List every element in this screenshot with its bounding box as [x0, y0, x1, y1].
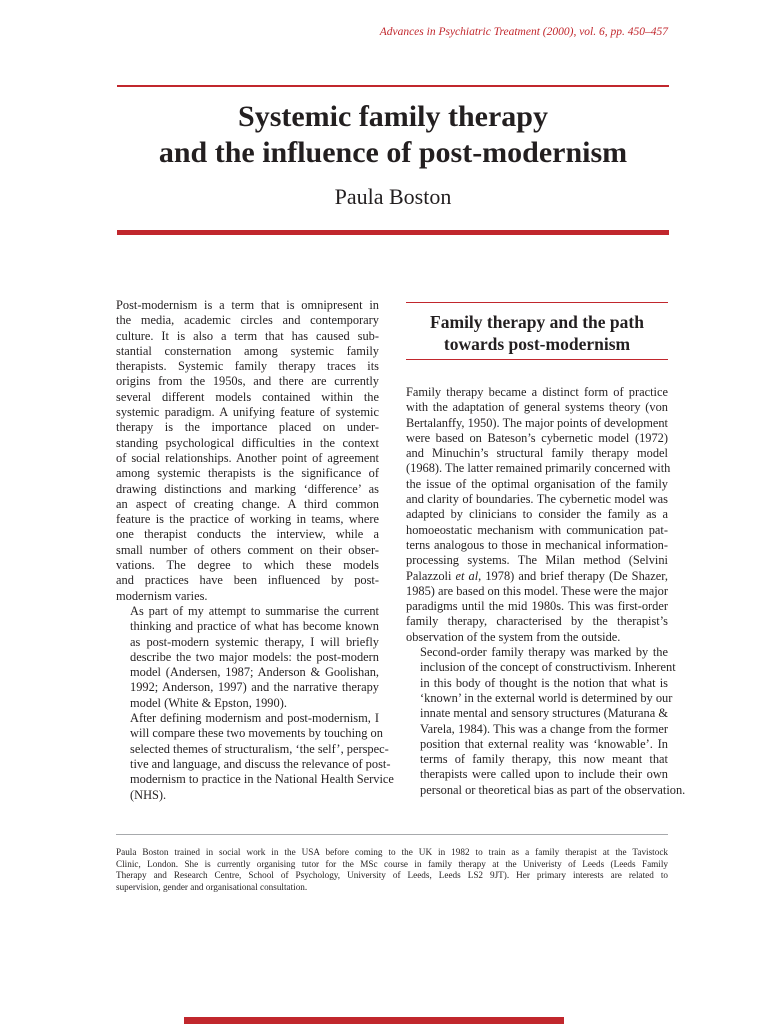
section-heading	[406, 311, 668, 355]
journal-citation: Advances in Psychiatric Treatment (2000), vol. 6, pp. 450–457	[379, 26, 668, 38]
text-line: modernism varies.	[116, 588, 208, 603]
text-line: origins from the 1950s, and there are currently	[116, 374, 379, 389]
text-line: the media, academic circles and contemporary	[116, 313, 379, 328]
text-line: innate mental and sensory structures (Maturana &	[420, 706, 668, 721]
text-line: As part of my attempt to summarise the current	[130, 603, 379, 618]
text-line: position that external reality was ‘knowable’. In	[420, 736, 668, 751]
article-title-line-1: Systemic family therapy	[238, 100, 548, 133]
text-line: culture. It is also a term that has caused sub-	[116, 328, 379, 343]
text-line: with the adaptation of general systems theory (von	[406, 400, 668, 415]
text-line: supervision, gender and organisational consultation.	[116, 881, 308, 892]
text-line: of social relationships. Another point of agreement	[116, 450, 379, 465]
text-line: Second-order family therapy was marked by the	[420, 645, 668, 660]
text-line: selected themes of structuralism, ‘the self’, perspec-	[130, 741, 389, 756]
text-line: processing systems. The Milan method (Selvini	[406, 553, 668, 568]
text-line: one therapist conducts the interview, while a	[116, 527, 379, 542]
text-line: Paula Boston trained in social work in the USA before coming to the UK in 1982 to train as a family therapist at the Tavistock	[116, 847, 668, 857]
text-line: therapists. Systemic family therapy traces its	[116, 359, 379, 374]
text-line: inclusion of the concept of constructivism. Inherent	[420, 660, 676, 675]
text-line: Family therapy became a distinct form of practice	[406, 385, 668, 399]
text-line: personal or theoretical bias as part of the observation.	[420, 782, 686, 797]
text-line: an aspect of creating change. A third common	[116, 496, 379, 511]
article-author: Paula Boston	[334, 184, 452, 209]
title-top-rule	[117, 85, 669, 87]
right-paragraph-1	[406, 385, 671, 645]
text-line: will compare these two movements by touching on	[130, 726, 383, 741]
text-line: family therapy, characterised by the therapist’s	[406, 614, 668, 629]
text-line: small number of others comment on their obser-	[116, 542, 379, 557]
text-line: in this body of thought is the notion that what is	[420, 675, 668, 690]
text-line: Varela, 1984). This was a change from the former	[420, 721, 668, 736]
text-line: terns analogous to those in mechanical information-	[406, 537, 668, 552]
bottom-rule	[184, 1017, 564, 1024]
text-line: observation of the system from the outside.	[406, 629, 621, 644]
right-column	[406, 385, 686, 798]
text-line: the issue of the optimal organisation of the family	[406, 476, 668, 491]
text-line: stantial consternation among systemic family	[116, 343, 379, 358]
text-line: Post-modernism is a term that is omnipresent in	[116, 298, 379, 312]
text-line: (NHS).	[130, 787, 167, 802]
author-footnote	[116, 847, 668, 893]
section-heading-bottom-rule	[406, 359, 668, 360]
text-line: modernism to practice in the National Health Service	[130, 772, 394, 787]
text-line: ‘known’ in the external world is determined by our	[420, 690, 673, 705]
text-line: vations. The degree to which these models	[116, 558, 379, 573]
article-title-line-2: and the influence of post-modernism	[158, 136, 628, 169]
text-line: standing psychological difficulties in the context	[116, 435, 379, 450]
section-heading-line-2: towards post-modernism	[443, 334, 631, 354]
text-line: several different models contained within the	[116, 389, 379, 404]
text-line: among systemic therapists is the significance of	[116, 466, 379, 481]
left-paragraph-3	[116, 711, 394, 803]
text-line: Clinic, London. She is currently organising tutor for the MSc course in family therapy at the Univeristy of Leeds (Leeds Family	[116, 858, 668, 869]
left-column	[116, 298, 394, 803]
text-line: tive and language, and discuss the relevance of post-	[130, 756, 391, 771]
title-bottom-rule	[117, 230, 669, 235]
text-line: Therapy and Research Centre, School of Psychology, University of Leeds, Leeds LS2 9JT). Her primary interests are related to	[116, 870, 668, 881]
text-line: therapists were called upon to include their own	[420, 767, 668, 782]
text-line: were based on Bateson’s cybernetic model (1972)	[406, 430, 668, 445]
text-line: terms of family therapy, this now meant that	[420, 752, 668, 767]
text-line: feature is the practice of working in teams, where	[116, 512, 379, 527]
text-line: homoeostatic mechanism with communication pat-	[406, 522, 668, 537]
text-line: and Minuchin’s structural family therapy model	[406, 446, 668, 461]
text-line: paradigms until the mid 1980s. This was first-order	[406, 599, 668, 614]
text-line: adapted by clinicians to consider the family as a	[406, 507, 668, 522]
left-paragraph-1	[116, 298, 379, 604]
right-paragraph-2	[406, 645, 686, 798]
footnote-rule	[116, 834, 668, 835]
text-line: (1968). The latter remained primarily concerned with	[406, 461, 671, 476]
text-line: After defining modernism and post-modernism, I	[130, 711, 379, 726]
text-line: as post-modern systemic therapy, I will briefly	[130, 634, 379, 649]
text-line: model (Andersen, 1987; Anderson & Goolishan,	[130, 665, 379, 680]
left-paragraph-2	[116, 604, 379, 711]
text-line: Palazzoli et al, 1978) and brief therapy (De Shazer,	[406, 568, 668, 583]
text-line: 1992; Anderson, 1997) and the narrative therapy	[130, 680, 379, 695]
text-line: describe the two major models: the post-modern	[130, 649, 379, 664]
section-heading-top-rule	[406, 302, 668, 303]
text-line: and practices have been influenced by post-	[116, 573, 379, 588]
text-line: Bertalanffy, 1950). The major points of development	[406, 415, 668, 430]
text-line: drawing distinctions and marking ‘difference’ as	[116, 481, 379, 496]
section-heading-line-1: Family therapy and the path	[430, 312, 644, 332]
text-line: model (White & Epston, 1990).	[130, 695, 287, 710]
text-line: 1985) are based on this model. These were the major	[406, 583, 668, 598]
text-line: thinking and practice of what has become known	[130, 619, 379, 634]
text-line: and clarity of boundaries. The cybernetic model was	[406, 492, 668, 507]
text-line: therapy is the importance placed on under-	[116, 420, 379, 435]
text-line: systemic paradigm. A unifying feature of systemic	[116, 405, 379, 420]
